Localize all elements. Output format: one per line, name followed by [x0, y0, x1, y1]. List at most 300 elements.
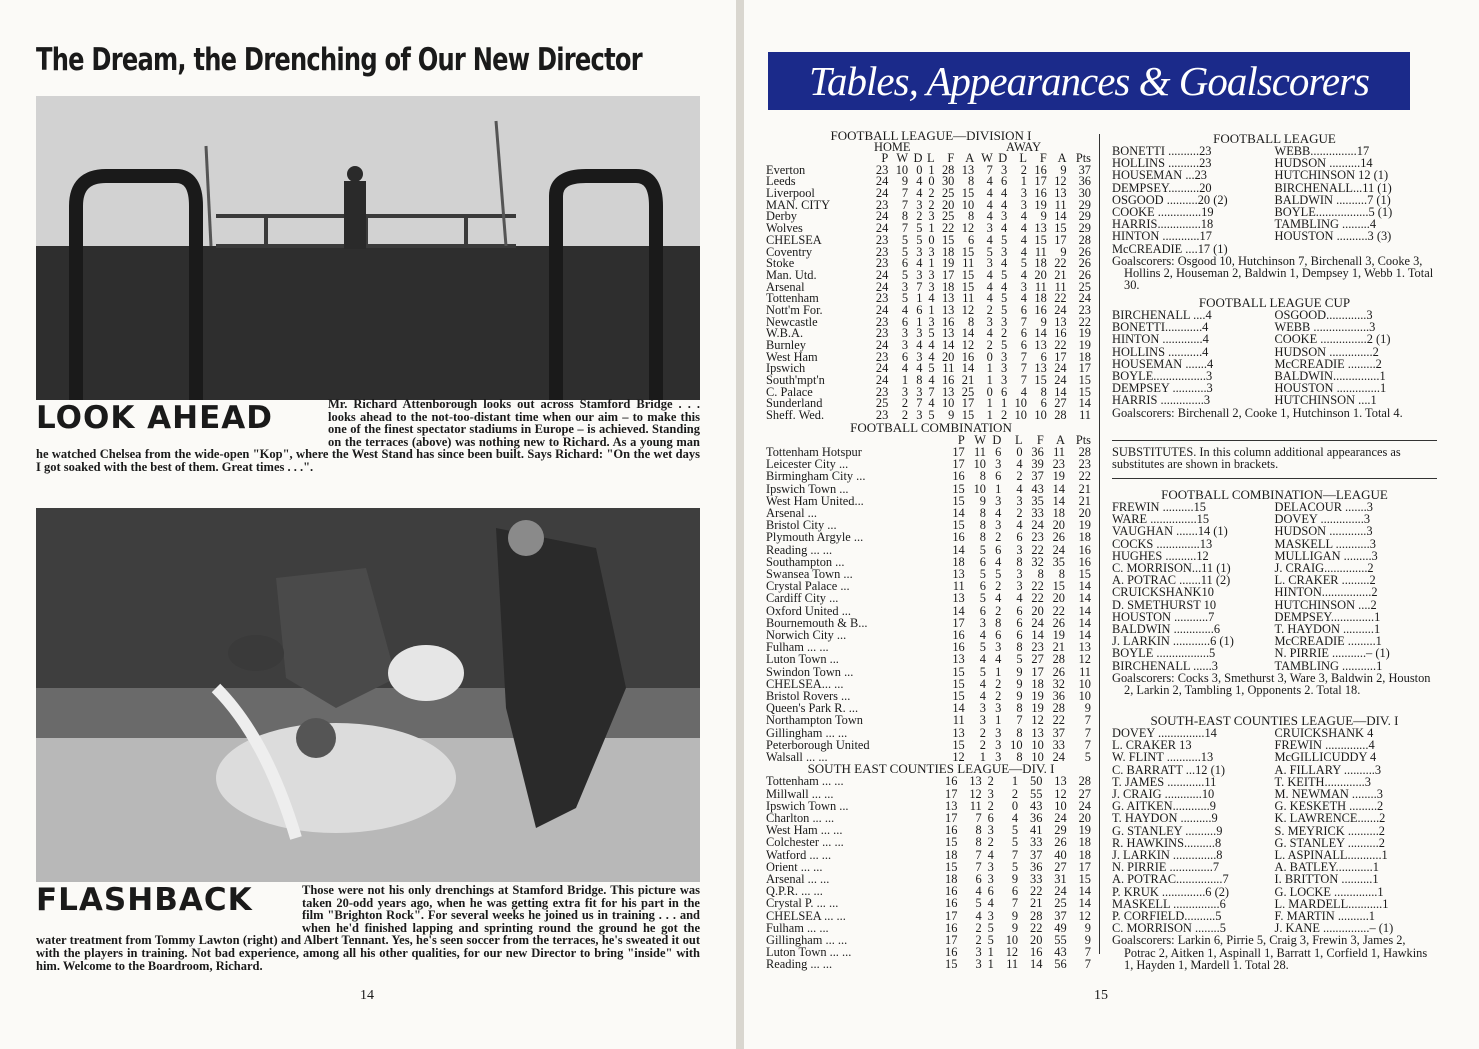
stat-cell: 3: [995, 750, 1002, 765]
player-entry: HARRIS..............18: [1112, 217, 1214, 232]
stat-cell: 24: [875, 373, 889, 388]
table-row: [766, 653, 1091, 665]
stat-cell: 3: [916, 197, 923, 212]
stat-cell: 4: [928, 373, 935, 388]
look-ahead-body: Mr. Richard Attenborough looks out across Stamford Bridge . . . looks ahead to the not-too-distant time when our aim – to make this one of the finest spectator stadiums in Europe – is achieved. Standing on the terraces (above) was nothing new to Richard. As a young man he watched Chelsea from the wide-open "Kop", where the West Stand has since been built. Says Richard: "On the wet days I got soaked with the best of them. Great times . . .".: [36, 397, 700, 474]
stat-cell: 17: [941, 267, 955, 282]
stat-cell: 22: [1052, 603, 1065, 618]
stat-cell: 21: [1054, 267, 1067, 282]
stat-cell: 9: [948, 408, 955, 423]
stat-cell: 2: [975, 932, 982, 947]
stat-cell: 8: [1037, 567, 1044, 582]
stat-cell: 0: [1011, 798, 1019, 813]
stat-cell: 4: [1020, 267, 1027, 282]
stat-cell: 9: [1016, 664, 1023, 679]
stat-cell: 24: [875, 267, 889, 282]
appearance-row: [1112, 599, 1437, 611]
stat-cell: 7: [1020, 314, 1027, 329]
player-entry: OSGOOD.............3: [1274, 308, 1373, 322]
stat-cell: 8: [1016, 640, 1023, 655]
stat-cell: 24: [1054, 361, 1067, 376]
stat-cell: 14: [1078, 884, 1091, 899]
team-name: West Ham United...: [766, 493, 864, 508]
stat-cell: 14: [1052, 481, 1065, 496]
stat-cell: 24: [875, 279, 889, 294]
team-name: Orient ... ...: [766, 859, 823, 874]
stat-cell: 17: [945, 810, 958, 825]
table-row: [766, 836, 1091, 848]
stat-cell: 36: [1031, 445, 1044, 460]
team-name: West Ham: [766, 349, 818, 364]
stat-cell: 13: [1054, 314, 1067, 329]
team-name: Everton: [766, 162, 806, 177]
stat-cell: 1: [901, 373, 909, 388]
stat-cell: 12: [969, 786, 982, 801]
stat-cell: 36: [1030, 859, 1043, 874]
stat-cell: 5: [979, 664, 986, 679]
stat-cell: 2: [986, 302, 993, 317]
team-name: Birmingham City ...: [766, 469, 866, 484]
player-entry: BIRCHENALL ......3: [1112, 658, 1218, 673]
stat-cell: 11: [969, 798, 982, 813]
stat-cell: 5: [901, 232, 909, 247]
stat-cell: 18: [1078, 349, 1091, 364]
team-name: Tottenham Hotspur: [766, 445, 862, 460]
stat-cell: 3: [916, 326, 923, 341]
column-header: L: [1014, 432, 1023, 447]
stat-cell: 11: [1054, 279, 1067, 294]
flc-apps-title: FOOTBALL LEAGUE CUP: [1198, 295, 1351, 310]
stat-cell: 4: [979, 652, 986, 667]
fl-appearances: [1112, 132, 1437, 291]
stat-cell: 1: [987, 945, 994, 960]
team-name: Gillingham ... ...: [766, 725, 848, 740]
player-entry: WARE ...............15: [1112, 512, 1210, 527]
stat-cell: 26: [1054, 835, 1067, 850]
stat-cell: 9: [1016, 689, 1023, 704]
stat-cell: 18: [945, 847, 958, 862]
stat-cell: 15: [952, 737, 965, 752]
stat-cell: 4: [1000, 256, 1008, 271]
div1-title: FOOTBALL LEAGUE—DIVISION I: [830, 128, 1032, 143]
stat-cell: 4: [987, 896, 994, 911]
stat-cell: 15: [1052, 579, 1065, 594]
table-row: [766, 958, 1091, 970]
stat-cell: 8: [979, 506, 986, 521]
team-name: Man. Utd.: [766, 267, 817, 282]
table-row: [766, 483, 1091, 495]
fc-apps-title: FOOTBALL COMBINATION—LEAGUE: [1161, 487, 1388, 502]
player-entry: J. CRAIG ............10: [1112, 787, 1215, 802]
stat-cell: 23: [875, 349, 889, 364]
stat-cell: 14: [1078, 591, 1091, 606]
stat-cell: 3: [1016, 567, 1023, 582]
stat-cell: 19: [1052, 628, 1065, 643]
stat-cell: 5: [1016, 652, 1023, 667]
player-entry: L. ASPINALL...........1: [1274, 848, 1388, 863]
team-name: Norwich City ...: [766, 628, 847, 643]
stat-cell: 3: [1000, 209, 1008, 224]
stat-cell: 3: [928, 314, 935, 329]
stat-cell: 2: [928, 186, 935, 201]
stat-cell: 33: [1030, 835, 1043, 850]
stat-cell: 5: [986, 244, 993, 259]
stat-cell: 13: [941, 302, 955, 317]
stat-cell: 14: [1078, 603, 1091, 618]
stat-cell: 3: [995, 640, 1002, 655]
stat-cell: 14: [1078, 896, 1091, 911]
stat-cell: 4: [916, 174, 923, 189]
stat-cell: 3: [1000, 314, 1008, 329]
stat-cell: 0: [986, 384, 993, 399]
player-entry: [1275, 243, 1438, 255]
stat-cell: 14: [1078, 615, 1091, 630]
stat-cell: 3: [986, 314, 993, 329]
stat-cell: 0: [986, 349, 993, 364]
stat-cell: 22: [941, 221, 955, 236]
stat-cell: 17: [952, 457, 965, 472]
column-header: F: [1039, 151, 1047, 165]
stat-cell: 22: [1054, 338, 1067, 352]
stat-cell: 3: [916, 349, 923, 364]
stat-cell: 6: [987, 810, 994, 825]
team-name: Sheff. Wed.: [766, 408, 825, 423]
appearance-row: [1112, 230, 1437, 242]
stat-cell: 3: [987, 908, 994, 923]
stat-cell: 15: [961, 267, 975, 282]
player-entry: DOVEY ..............3: [1274, 512, 1371, 527]
team-name: CHELSEA ... ...: [766, 908, 846, 923]
stat-cell: 20: [1052, 591, 1065, 606]
stat-cell: 11: [962, 256, 975, 271]
stat-cell: 6: [1016, 615, 1023, 630]
player-entry: T. HAYDON ..........9: [1112, 811, 1218, 826]
stat-cell: 4: [986, 197, 993, 212]
player-entry: BIRCHENALL...11 (1): [1274, 180, 1392, 195]
stat-cell: 1: [1000, 396, 1008, 411]
player-entry: F. MARTIN ..........1: [1274, 909, 1375, 924]
column-header: W: [974, 432, 986, 447]
stat-cell: 3: [928, 279, 935, 294]
player-entry: G. STANLEY ..........9: [1112, 823, 1223, 838]
stat-cell: 3: [901, 384, 909, 399]
stat-cell: 16: [1034, 302, 1047, 317]
stat-cell: 6: [1016, 530, 1023, 545]
stat-cell: 5: [979, 591, 986, 606]
stat-cell: 9: [1011, 871, 1019, 886]
appearance-row: [1112, 647, 1437, 659]
stat-cell: 24: [1054, 810, 1067, 825]
team-name: West Ham ... ...: [766, 823, 843, 838]
stat-cell: 29: [1078, 197, 1091, 212]
stat-cell: 4: [1016, 481, 1023, 496]
appearance-row: [1112, 243, 1437, 255]
stat-cell: 9: [901, 174, 909, 189]
team-name: Ipswich Town ...: [766, 798, 849, 813]
table-row: [766, 775, 1091, 787]
stat-cell: 27: [1078, 786, 1091, 801]
page-number-left: 14: [360, 988, 374, 1003]
player-entry: BALDWIN...............1: [1274, 369, 1386, 384]
team-name: Gillingham ... ...: [766, 932, 848, 947]
appearance-row: [1112, 586, 1437, 598]
appearance-row: [1112, 812, 1437, 824]
stat-cell: 12: [961, 302, 975, 317]
team-name: Cardiff City ...: [766, 591, 839, 606]
stat-cell: 3: [995, 701, 1002, 716]
stat-cell: 5: [1020, 256, 1027, 271]
stat-cell: 11: [1006, 957, 1019, 972]
stat-cell: 22: [1078, 314, 1091, 329]
table-row: [766, 592, 1091, 604]
stat-cell: 14: [1054, 384, 1067, 399]
column-header: D: [992, 432, 1002, 447]
player-entry: HUGHES ..........12: [1112, 548, 1209, 563]
stat-cell: 14: [961, 326, 975, 341]
stat-cell: 6: [979, 579, 986, 594]
flc-goalscorers: Goalscorers: Birchenall 2, Cooke 1, Hutchinson 1. Total 4.: [1112, 405, 1403, 420]
stat-cell: 5: [1000, 338, 1008, 352]
player-entry: BALDWIN ..........7 (1): [1274, 192, 1391, 207]
away-label: AWAY: [1006, 140, 1042, 154]
stat-cell: 4: [1016, 591, 1023, 606]
stat-cell: 25: [941, 209, 955, 224]
stat-cell: 23: [875, 162, 889, 177]
stat-cell: 24: [875, 338, 889, 352]
flashback-title: FLASHBACK: [36, 882, 253, 918]
stat-cell: 4: [1011, 810, 1019, 825]
division-one-table: [766, 153, 1091, 422]
stat-cell: 33: [1030, 871, 1043, 886]
stat-cell: 17: [1034, 174, 1047, 189]
appearance-row: [1112, 538, 1437, 550]
combination-table: [766, 434, 1091, 763]
stat-cell: 18: [1031, 676, 1044, 691]
player-entry: BOYLE .................5: [1112, 646, 1216, 661]
stat-cell: 4: [916, 338, 923, 352]
player-entry: R. HAWKINS..........8: [1112, 835, 1222, 850]
stat-cell: 3: [987, 786, 994, 801]
stat-cell: 22: [1052, 713, 1065, 728]
stat-cell: 20: [1078, 506, 1091, 521]
stat-cell: 7: [1084, 725, 1091, 740]
stat-cell: 15: [952, 664, 965, 679]
team-name: Northampton Town: [766, 713, 863, 728]
player-entry: BOYLE.................5 (1): [1274, 205, 1393, 220]
team-name: Southampton ...: [766, 554, 845, 569]
stat-cell: 13: [1034, 338, 1047, 352]
stat-cell: 1: [995, 481, 1002, 496]
player-entry: D. SMETHURST 10: [1112, 597, 1217, 612]
fl-goalscorers: Goalscorers: Osgood 10, Hutchinson 7, Birchenall 3, Cooke 3, Hollins 2, Houseman 2, Baldwin 1, Dempsey 1, Webb 1. Total 30.: [1112, 253, 1434, 293]
stat-cell: 5: [987, 920, 994, 935]
stat-cell: 7: [1020, 373, 1027, 388]
stat-cell: 17: [945, 786, 958, 801]
combination-title: FOOTBALL COMBINATION: [850, 419, 1012, 435]
column-header: L: [926, 151, 935, 165]
stat-cell: 5: [1000, 291, 1008, 306]
column-header: D: [913, 151, 923, 165]
player-entry: HUTCHINSON ....1: [1274, 393, 1377, 408]
stat-cell: 2: [986, 338, 993, 352]
stat-cell: 4: [1020, 244, 1027, 259]
stat-cell: 22: [1030, 920, 1043, 935]
stat-cell: 1: [928, 221, 935, 236]
stat-cell: 37: [1030, 847, 1043, 862]
stat-cell: 4: [916, 186, 923, 201]
stat-cell: 5: [979, 567, 986, 582]
stat-cell: 17: [952, 445, 965, 460]
player-entry: P. CORFIELD..........5: [1112, 909, 1222, 924]
stat-cell: 14: [1054, 209, 1067, 224]
team-name: Colchester ... ...: [766, 835, 844, 850]
appearance-row: [1112, 825, 1437, 837]
stat-cell: 3: [916, 408, 923, 423]
stat-cell: 4: [928, 291, 935, 306]
stat-cell: 12: [1054, 174, 1067, 189]
stat-cell: 11: [962, 291, 975, 306]
team-name: Derby: [766, 209, 797, 224]
stat-cell: 8: [979, 518, 986, 533]
player-entry: WEBB ..................3: [1274, 320, 1376, 335]
stat-cell: 4: [975, 908, 982, 923]
stat-cell: 20: [941, 349, 955, 364]
team-name: W.B.A.: [766, 326, 804, 341]
player-entry: A. POTRAC...............7: [1112, 872, 1229, 887]
stat-cell: 16: [961, 349, 975, 364]
player-entry: N. PIRRIE ...........– (1): [1274, 646, 1390, 661]
stat-cell: 4: [928, 396, 935, 411]
player-entry: HINTON .............4: [1112, 332, 1209, 347]
stat-cell: 8: [975, 835, 982, 850]
stat-cell: 3: [1000, 361, 1008, 376]
team-name: Burnley: [766, 338, 806, 352]
stat-cell: 4: [995, 554, 1002, 569]
stat-cell: 13: [941, 384, 955, 399]
column-header: W: [896, 151, 909, 165]
stat-cell: 18: [941, 279, 955, 294]
stat-cell: 13: [941, 326, 955, 341]
team-name: Ipswich Town ...: [766, 481, 849, 496]
stat-cell: 3: [975, 957, 982, 972]
stat-cell: 55: [1054, 932, 1067, 947]
stat-cell: 28: [1078, 774, 1091, 789]
player-entry: DOVEY ...............14: [1112, 726, 1217, 740]
player-entry: HUDSON ............3: [1274, 524, 1373, 539]
stat-cell: 12: [952, 750, 965, 765]
stat-cell: 40: [1054, 847, 1067, 862]
stat-cell: 15: [961, 186, 975, 201]
stat-cell: 18: [1034, 291, 1047, 306]
column-header: F: [1036, 432, 1044, 447]
look-ahead-title: LOOK AHEAD: [36, 400, 274, 436]
stat-cell: 15: [945, 835, 958, 850]
subs-rule-bottom: [1112, 478, 1437, 479]
stat-cell: 6: [1000, 384, 1008, 399]
stat-cell: 15: [952, 689, 965, 704]
stat-cell: 5: [979, 640, 986, 655]
fl-apps-title: FOOTBALL LEAGUE: [1213, 131, 1336, 146]
stat-cell: 9: [1040, 209, 1047, 224]
stat-cell: 19: [941, 256, 955, 271]
stat-cell: 4: [1020, 384, 1027, 399]
player-entry: DELACOUR .......3: [1274, 500, 1373, 514]
stat-cell: 8: [967, 314, 975, 329]
player-entry: MASKELL ...............6: [1112, 896, 1226, 911]
stat-cell: 3: [995, 493, 1002, 508]
stat-cell: 16: [1034, 186, 1047, 201]
stat-cell: 3: [995, 518, 1002, 533]
stat-cell: 14: [1078, 628, 1091, 643]
stat-cell: 16: [1030, 945, 1043, 960]
player-entry: HARRIS ..............3: [1112, 393, 1211, 408]
player-entry: L. CRAKER .........2: [1274, 573, 1376, 588]
stat-cell: 3: [916, 244, 923, 259]
player-entry: HOUSEMAN ...23: [1112, 168, 1207, 183]
stat-cell: 3: [979, 701, 986, 716]
stat-cell: 8: [979, 469, 986, 484]
appearance-row: [1112, 764, 1437, 776]
team-name: Stoke: [766, 256, 795, 271]
stat-cell: 11: [1034, 244, 1047, 259]
player-entry: K. LAWRENCE.......2: [1274, 811, 1386, 826]
stat-cell: 28: [941, 162, 955, 177]
stat-cell: 15: [945, 859, 958, 874]
stat-cell: 3: [1000, 244, 1008, 259]
stat-cell: 13: [941, 291, 955, 306]
stat-cell: 7: [1011, 896, 1019, 911]
stat-cell: 23: [1031, 530, 1044, 545]
stat-cell: 19: [1031, 689, 1044, 704]
player-entry: G. LOCKE ..............1: [1274, 884, 1384, 899]
team-name: Leicester City ...: [766, 457, 849, 472]
stat-cell: 33: [1031, 506, 1044, 521]
stat-cell: 8: [901, 209, 909, 224]
stat-cell: 16: [1054, 326, 1067, 341]
player-entry: M. NEWMAN ........3: [1274, 787, 1383, 802]
stat-cell: 23: [1078, 302, 1091, 317]
stat-cell: 18: [945, 871, 958, 886]
stat-cell: 11: [1053, 445, 1065, 460]
photo-flashback: [36, 508, 700, 882]
stat-cell: 6: [987, 884, 994, 899]
stat-cell: 18: [1078, 530, 1091, 545]
stat-cell: 4: [986, 267, 993, 282]
stat-cell: 5: [928, 361, 935, 376]
stat-cell: 15: [1054, 221, 1067, 236]
player-entry: CRUICKSHANK10: [1112, 585, 1214, 600]
stat-cell: 3: [987, 871, 994, 886]
stat-cell: 19: [1078, 326, 1091, 341]
stat-cell: 22: [1031, 542, 1044, 557]
stat-cell: 24: [1054, 302, 1067, 317]
stat-cell: 5: [928, 408, 935, 423]
stat-cell: 12: [961, 338, 975, 352]
stat-cell: 31: [1054, 871, 1067, 886]
player-entry: C. MORRISON...11 (1): [1112, 561, 1231, 576]
terraces-illustration: [36, 96, 700, 400]
stat-cell: 1: [979, 750, 986, 765]
stat-cell: 7: [1011, 847, 1019, 862]
player-entry: A. POTRAC .......11 (2): [1112, 573, 1231, 588]
left-page: [0, 0, 736, 1049]
stat-cell: 21: [1078, 481, 1091, 496]
stat-cell: 16: [941, 314, 955, 329]
stat-cell: 9: [1011, 908, 1019, 923]
stat-cell: 1: [928, 302, 935, 317]
stat-cell: 14: [952, 701, 965, 716]
stat-cell: 3: [995, 457, 1002, 472]
